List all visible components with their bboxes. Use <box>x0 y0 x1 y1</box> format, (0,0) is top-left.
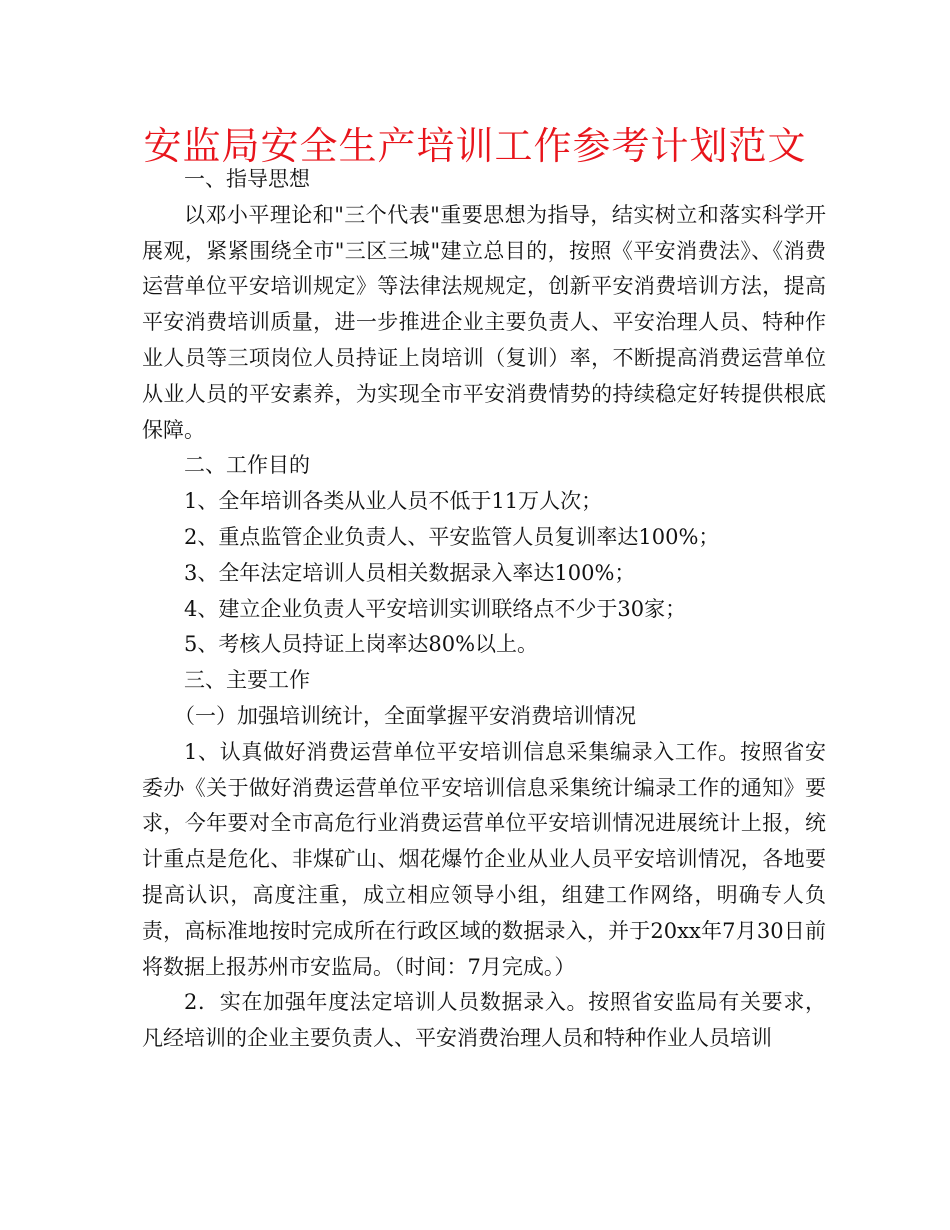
section-heading-work-goals: 二、工作目的 <box>184 453 310 478</box>
section-heading-main-work: 三、主要工作 <box>184 668 310 693</box>
goal-item-3: 3、全年法定培训人员相关数据录入率达100%； <box>184 560 636 585</box>
goal-item-2: 2、重点监管企业负责人、平安监管人员复训率达100%； <box>184 524 720 549</box>
paragraph-guiding-thought: 以邓小平理论和"三个代表"重要思想为指导，结实树立和落实科学开展观，紧紧围绕全市"三区三城"建立总目的，按照《平安消费法》、《消费运营单位平安培训规定》等法律法规规定，创新平安消费培训方法，提高平安消费培训质量，进一步推进企业主要负责人、平安治理人员、特种作业人员等三项岗位人员持证上岗培训（复训）率，不断提高消费运营单位从业人员的平安素养，为实现全市平安消费情势的持续稳定好转提供根底保障。 <box>142 202 826 442</box>
goal-item-5: 5、考核人员持证上岗率达80%以上。 <box>184 632 539 657</box>
subsection-heading-training-statistics: （一）加强培训统计，全面掌握平安消费培训情况 <box>174 703 636 728</box>
section-heading-guiding-thought: 一、指导思想 <box>184 167 310 191</box>
document-body <box>142 162 826 1057</box>
goal-item-4: 4、建立企业负责人平安培训实训联络点不少于30家； <box>184 596 687 621</box>
document-title: 安监局安全生产培训工作参考计划范文 <box>143 124 807 168</box>
paragraph-training-data-entry: 2．实在加强年度法定培训人员数据录入。按照省安监局有关要求，凡经培训的企业主要负责人、平安消费治理人员和特种作业人员培训 <box>142 990 826 1051</box>
goal-item-1: 1、全年培训各类从业人员不低于11万人次； <box>184 489 603 514</box>
paragraph-training-info-collection: 1、认真做好消费运营单位平安培训信息采集编录入工作。按照省安委办《关于做好消费运营单位平安培训信息采集统计编录工作的通知》要求，今年要对全市高危行业消费运营单位平安培训情况进展统计上报，统计重点是危化、非煤矿山、烟花爆竹企业从业人员平安培训情况，各地要提高认识，高度注重，成立相应领导小组，组建工作网络，明确专人负责，高标准地按时完成所在行政区域的数据录入，并于20xx年7月30日前将数据上报苏州市安监局。（时间：7月完成。） <box>142 739 826 979</box>
